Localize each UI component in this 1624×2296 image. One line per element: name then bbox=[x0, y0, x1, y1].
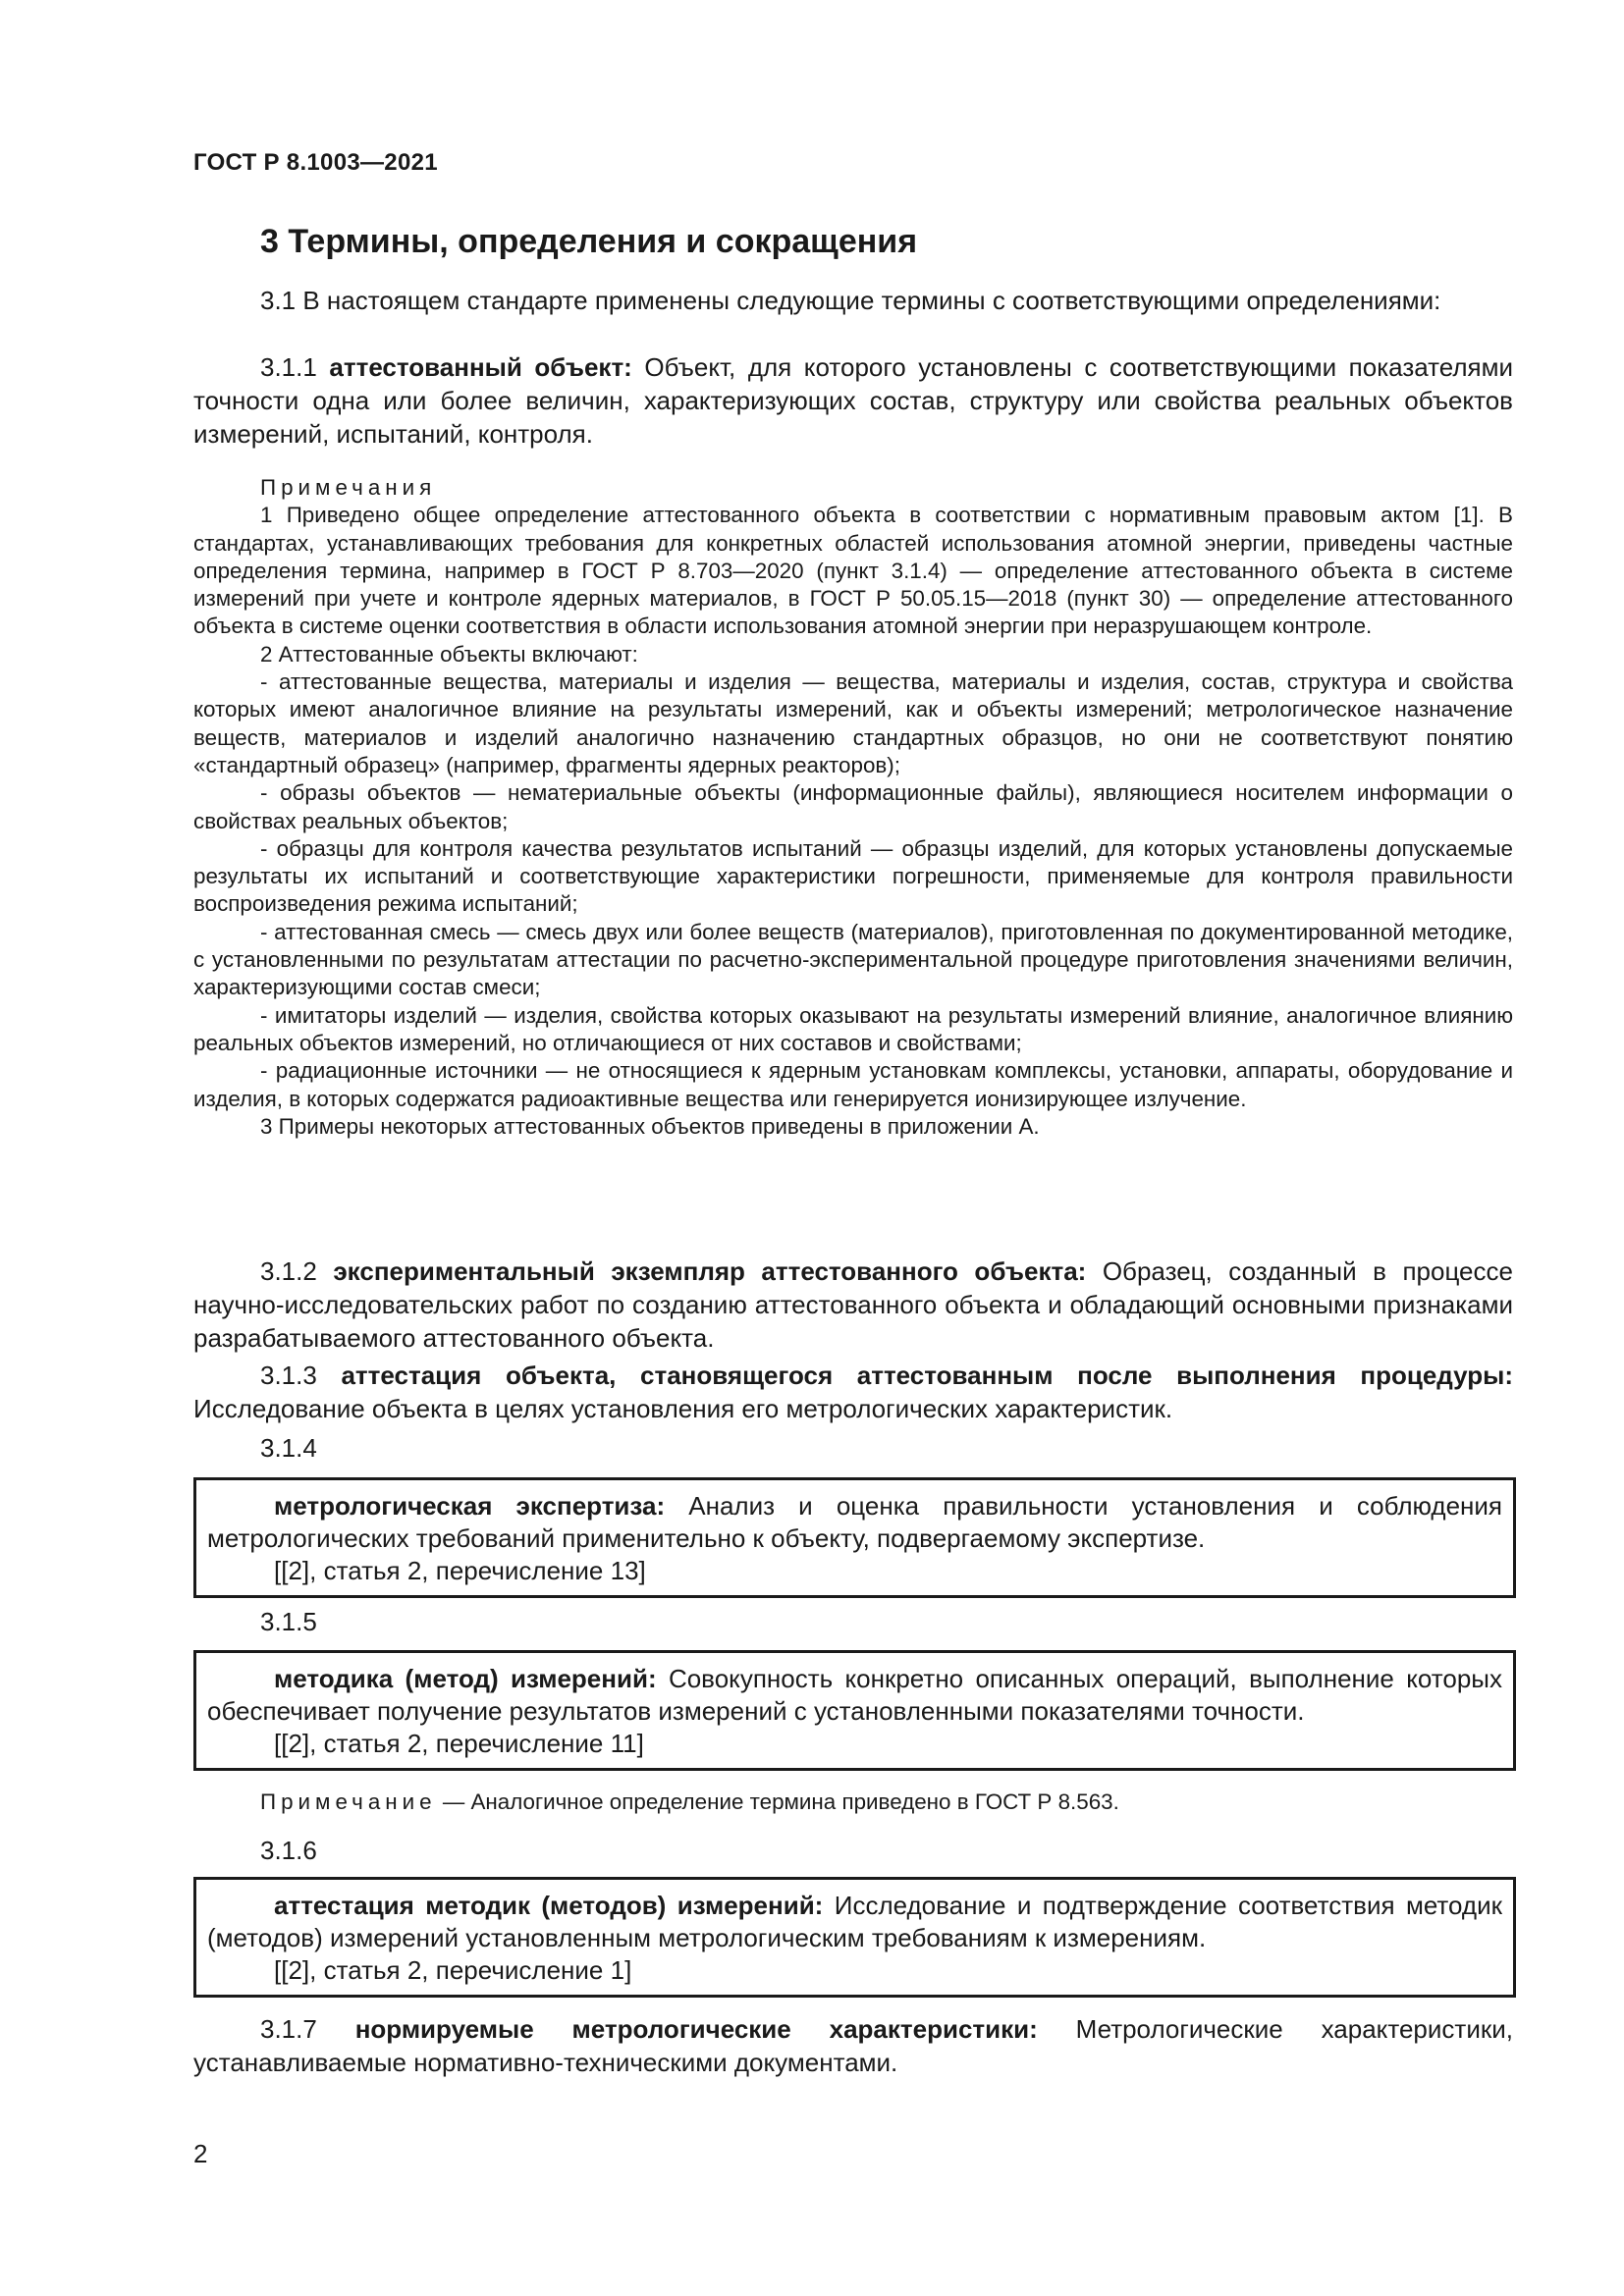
notes-block bbox=[193, 474, 1513, 1141]
note-2-item: - аттестованные вещества, материалы и изделия — вещества, материалы и изделия, состав, структура и свойства которых имеют аналогичное влияние на результаты измерений, как и объекты измерений; метрологическое назначение веществ, материалов и изделий аналогично назначению стандартных образцов, но они не соответствуют понятию «стандартный образец» (например, фрагменты ядерных реакторов); bbox=[193, 669, 1513, 777]
note-2-item: - имитаторы изделий — изделия, свойства которых оказывают на результаты измерений влияние, аналогичное влиянию реальных объектов измерений, но отличающиеся от них составов и свойствами; bbox=[193, 1002, 1513, 1055]
term-name: метрологическая экспертиза: bbox=[274, 1491, 666, 1521]
term-3-1-5-text bbox=[207, 1663, 1502, 1728]
document-code: ГОСТ Р 8.1003—2021 bbox=[193, 149, 438, 176]
term-3-1-3-text bbox=[193, 1359, 1513, 1425]
notes-heading: Примечания bbox=[260, 475, 437, 500]
term-3-1-1 bbox=[193, 350, 1513, 451]
clause-3-1-text: 3.1 В настоящем стандарте применены следующие термины с соответствующими определениями: bbox=[260, 286, 1441, 315]
term-3-1-4-number: 3.1.4 bbox=[260, 1433, 317, 1463]
term-3-1-6-number: 3.1.6 bbox=[260, 1836, 317, 1865]
term-3-1-4-box bbox=[193, 1477, 1516, 1598]
term-definition: Объект, для которого установлены с соответствующими показателями точности одна или более величин, характеризующих состав, структуру или свойства реальных объектов измерений, испытаний, контроля. bbox=[193, 352, 1513, 449]
term-name: аттестация объекта, становящегося аттестованным после выполнения процедуры: bbox=[341, 1361, 1513, 1390]
note-2-item: - образцы для контроля качества результатов испытаний — образцы изделий, для которых установлены допускаемые результаты их испытаний и соответствующие характеристики погрешности, применяемые для контроля правильности воспроизведения режима испытаний; bbox=[193, 835, 1513, 917]
term-3-1-7-text bbox=[193, 2012, 1513, 2079]
note-text: — Аналогичное определение термина приведено в ГОСТ Р 8.563. bbox=[436, 1789, 1119, 1814]
term-3-1-6-box bbox=[193, 1877, 1516, 1998]
page-number: 2 bbox=[193, 2139, 208, 2168]
term-3-1-3 bbox=[193, 1359, 1513, 1425]
term-definition: Анализ и оценка правильности установления и соблюдения метрологических требований применительно к объекту, подвергаемому экспертизе. bbox=[207, 1491, 1503, 1553]
term-source: [[2], статья 2, перечисление 1] bbox=[274, 1955, 632, 1985]
term-number: 3.1.7 bbox=[260, 2014, 317, 2044]
note-2-item: - аттестованная смесь — смесь двух или более веществ (материалов), приготовленная по документированной методике, с установленными по результатам аттестации по расчетно-экспериментальной процедуре приготовления значениями величин, характеризующими состав смеси; bbox=[193, 919, 1513, 1000]
note-3: 3 Примеры некоторых аттестованных объектов приведены в приложении А. bbox=[260, 1113, 1040, 1139]
term-3-1-4-text bbox=[207, 1490, 1502, 1555]
note-2: 2 Аттестованные объекты включают: bbox=[260, 641, 638, 667]
term-definition: Метрологические характеристики, устанавливаемые нормативно-техническими документами. bbox=[193, 2014, 1513, 2077]
term-3-1-5-note bbox=[260, 1789, 1119, 1816]
term-3-1-5-box bbox=[193, 1650, 1516, 1771]
term-name: аттестация методик (методов) измерений: bbox=[274, 1891, 824, 1920]
term-name: аттестованный объект: bbox=[329, 352, 632, 382]
term-number: 3.1.3 bbox=[260, 1361, 317, 1390]
clause-3-1 bbox=[193, 284, 1513, 317]
term-3-1-2 bbox=[193, 1255, 1513, 1355]
term-3-1-1-text bbox=[193, 350, 1513, 451]
note-1: 1 Приведено общее определение аттестованного объекта в соответствии с нормативным правовым актом [1]. В стандартах, устанавливающих требования для конкретных областей использования атомной энергии, приведены частные определения термина, например в ГОСТ Р 8.703—2020 (пункт 3.1.4) — определение аттестованного объекта в системе измерений при учете и контроле ядерных материалов, в ГОСТ Р 50.05.15—2018 (пункт 30) — определение аттестованного объекта в системе оценки соответствия в области использования атомной энергии при неразрушающем контроле. bbox=[193, 503, 1513, 639]
term-name: методика (метод) измерений: bbox=[274, 1664, 657, 1693]
term-definition: Образец, созданный в процессе научно-исследовательских работ по созданию аттестованного объекта и обладающий основными признаками разрабатываемого аттестованного объекта. bbox=[193, 1256, 1513, 1353]
note-label: Примечание bbox=[260, 1789, 437, 1814]
term-source: [[2], статья 2, перечисление 11] bbox=[274, 1729, 644, 1758]
term-number: 3.1.1 bbox=[260, 352, 317, 382]
term-source: [[2], статья 2, перечисление 13] bbox=[274, 1556, 646, 1585]
section-title: 3 Термины, определения и сокращения bbox=[260, 223, 918, 260]
term-definition: Совокупность конкретно описанных операций, выполнение которых обеспечивает получение результатов измерений с установленными показателями точности. bbox=[207, 1664, 1502, 1726]
term-number: 3.1.2 bbox=[260, 1256, 317, 1286]
term-3-1-7 bbox=[193, 2012, 1513, 2079]
term-definition: Исследование объекта в целях установления его метрологических характеристик. bbox=[193, 1394, 1173, 1423]
term-3-1-5-number: 3.1.5 bbox=[260, 1607, 317, 1636]
note-2-item: - образы объектов — нематериальные объекты (информационные файлы), являющиеся носителем информации о свойствах реальных объектов; bbox=[193, 780, 1513, 833]
note-2-item: - радиационные источники — не относящиеся к ядерным установкам комплексы, установки, аппараты, оборудование и изделия, в которых содержатся радиоактивные вещества или генерируется ионизирующее излучение. bbox=[193, 1058, 1513, 1111]
term-name: экспериментальный экземпляр аттестованного объекта: bbox=[333, 1256, 1087, 1286]
term-name: нормируемые метрологические характеристики: bbox=[354, 2014, 1038, 2044]
term-3-1-6-text bbox=[207, 1890, 1502, 1954]
term-definition: Исследование и подтверждение соответствия методик (методов) измерений установленным метрологическим требованиям к измерениям. bbox=[207, 1891, 1502, 1952]
term-3-1-2-text bbox=[193, 1255, 1513, 1355]
